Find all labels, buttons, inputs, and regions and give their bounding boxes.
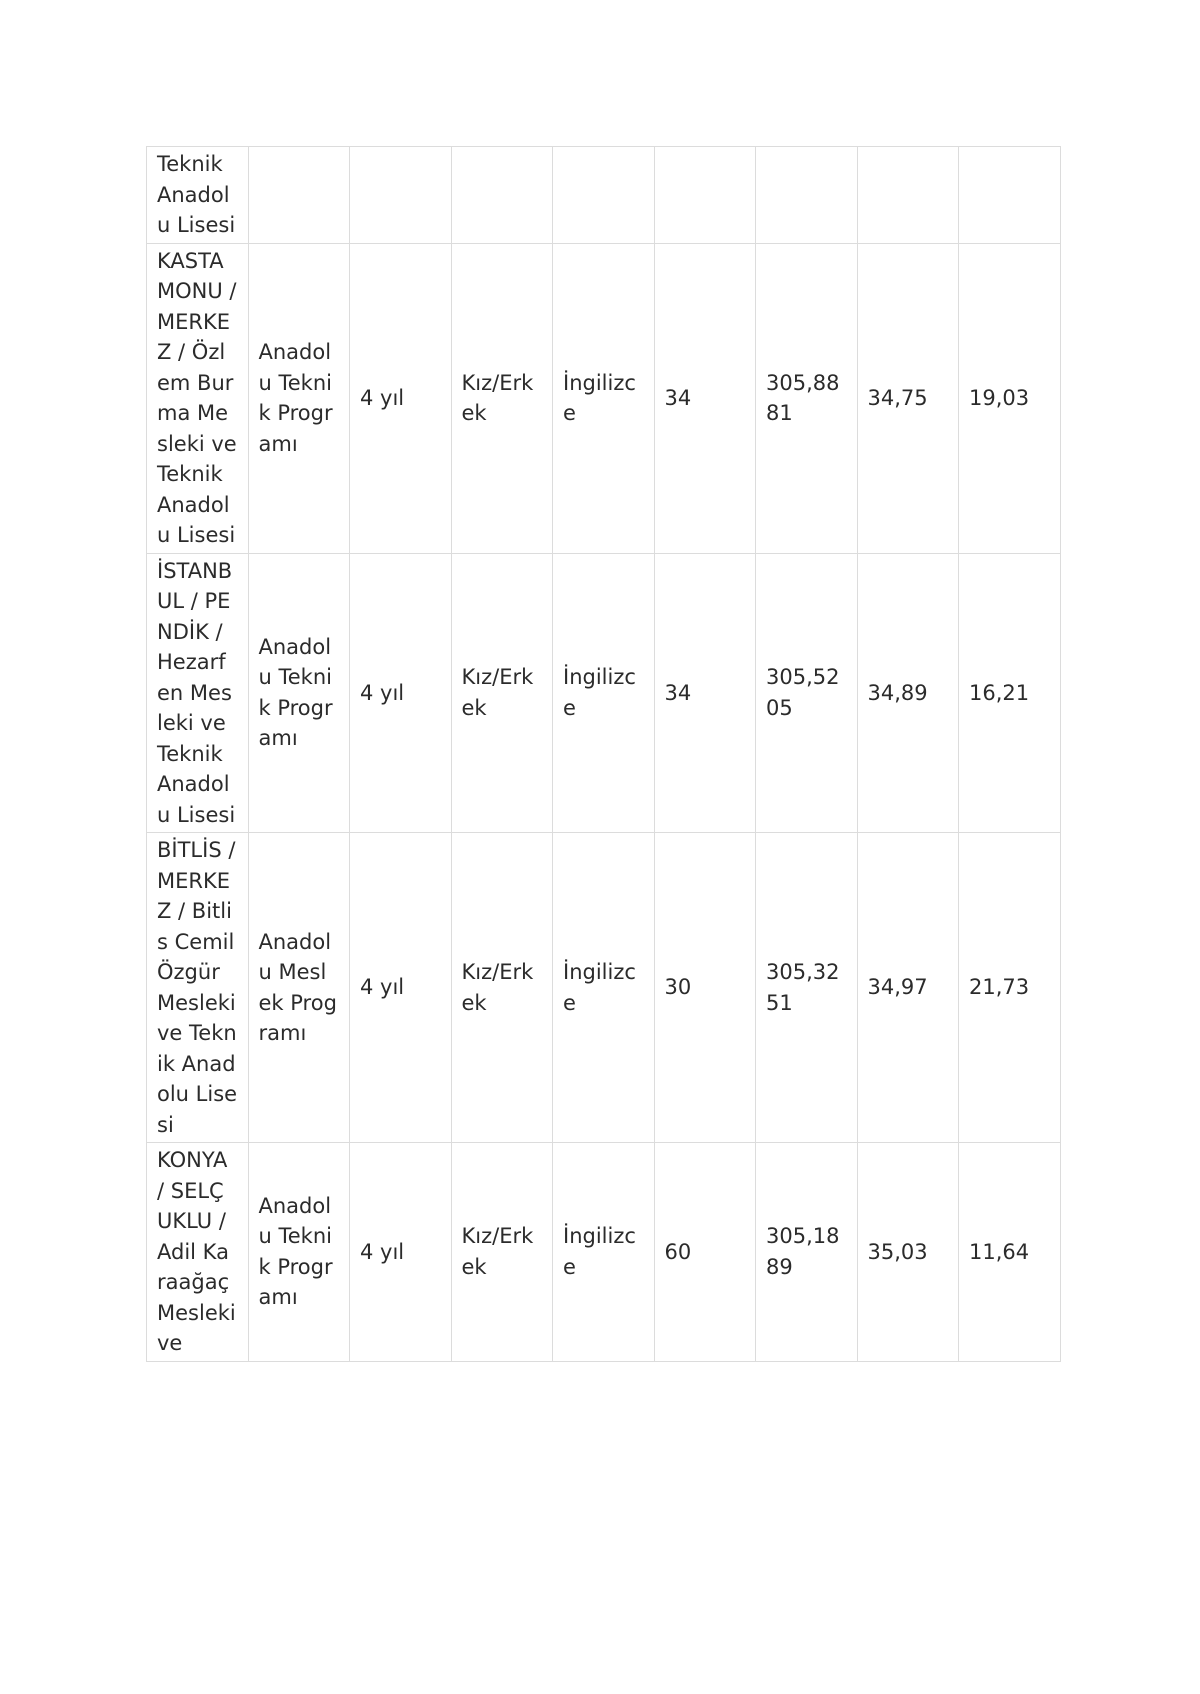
percentile-a-cell: 34,97 [857, 833, 959, 1143]
school-cell: KONYA / SELÇUKLU / Adil Karaağaç Mesleki ve [147, 1143, 249, 1362]
quota-cell: 34 [654, 553, 756, 833]
gender-cell [451, 147, 553, 244]
program-cell: Anadolu Meslek Programı [248, 833, 350, 1143]
quota-cell: 60 [654, 1143, 756, 1362]
duration-cell: 4 yıl [350, 243, 452, 553]
duration-cell [350, 147, 452, 244]
score-cell: 305,8881 [756, 243, 858, 553]
school-cell: Teknik Anadolu Lisesi [147, 147, 249, 244]
score-cell [756, 147, 858, 244]
quota-cell: 34 [654, 243, 756, 553]
percentile-b-cell: 21,73 [959, 833, 1061, 1143]
language-cell: İngilizce [553, 1143, 655, 1362]
percentile-b-cell: 16,21 [959, 553, 1061, 833]
program-cell [248, 147, 350, 244]
percentile-a-cell: 35,03 [857, 1143, 959, 1362]
program-cell: Anadolu Teknik Programı [248, 1143, 350, 1362]
school-table [146, 146, 1061, 1362]
score-cell: 305,1889 [756, 1143, 858, 1362]
percentile-a-cell [857, 147, 959, 244]
duration-cell: 4 yıl [350, 1143, 452, 1362]
program-cell: Anadolu Teknik Programı [248, 243, 350, 553]
program-cell: Anadolu Teknik Programı [248, 553, 350, 833]
duration-cell: 4 yıl [350, 553, 452, 833]
percentile-b-cell: 19,03 [959, 243, 1061, 553]
quota-cell [654, 147, 756, 244]
score-cell: 305,5205 [756, 553, 858, 833]
language-cell: İngilizce [553, 243, 655, 553]
score-cell: 305,3251 [756, 833, 858, 1143]
percentile-a-cell: 34,75 [857, 243, 959, 553]
percentile-b-cell [959, 147, 1061, 244]
school-cell: BİTLİS / MERKEZ / Bitlis Cemil Özgür Mesleki ve Teknik Anadolu Lisesi [147, 833, 249, 1143]
language-cell: İngilizce [553, 553, 655, 833]
table-row [147, 147, 1061, 244]
quota-cell: 30 [654, 833, 756, 1143]
gender-cell: Kız/Erkek [451, 1143, 553, 1362]
school-cell: KASTAMONU / MERKEZ / Özlem Burma Mesleki ve Teknik Anadolu Lisesi [147, 243, 249, 553]
language-cell: İngilizce [553, 833, 655, 1143]
table-row [147, 553, 1061, 833]
table-row [147, 1143, 1061, 1362]
table-row [147, 243, 1061, 553]
percentile-a-cell: 34,89 [857, 553, 959, 833]
table-row [147, 833, 1061, 1143]
gender-cell: Kız/Erkek [451, 553, 553, 833]
percentile-b-cell: 11,64 [959, 1143, 1061, 1362]
language-cell [553, 147, 655, 244]
school-cell: İSTANBUL / PENDİK / Hezarfen Mesleki ve Teknik Anadolu Lisesi [147, 553, 249, 833]
duration-cell: 4 yıl [350, 833, 452, 1143]
gender-cell: Kız/Erkek [451, 833, 553, 1143]
gender-cell: Kız/Erkek [451, 243, 553, 553]
